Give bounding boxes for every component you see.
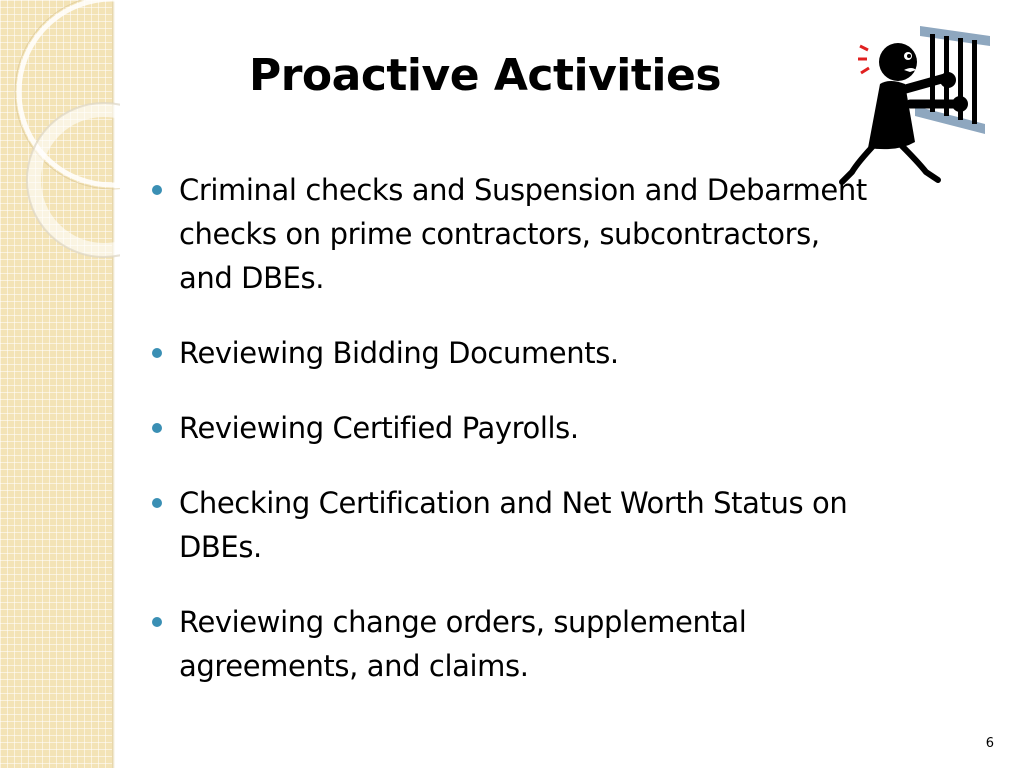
- bullet-item: [152, 481, 932, 569]
- bullet-text: Reviewing Certified Payrolls.: [179, 411, 579, 445]
- bullet-marker: [152, 617, 162, 627]
- slide-title: Proactive Activities: [248, 50, 722, 101]
- page-number: 6: [985, 736, 994, 751]
- bullet-item: [152, 406, 932, 450]
- bullet-text: Reviewing Bidding Documents.: [179, 336, 619, 370]
- bullet-text: Criminal checks and Suspension and Debarment checks on prime contractors, subcontractors, and DBEs.: [179, 173, 867, 295]
- bullet-text: Reviewing change orders, supplemental agreements, and claims.: [179, 605, 747, 683]
- bullet-marker: [152, 423, 162, 433]
- bullet-marker: [152, 348, 162, 358]
- bullet-marker: [152, 498, 162, 508]
- bullet-list: [152, 168, 932, 719]
- bullet-item: [152, 600, 829, 688]
- bullet-text: Checking Certification and Net Worth Status on DBEs.: [179, 486, 848, 564]
- decorative-rings: [0, 0, 120, 260]
- bullet-item: [152, 331, 932, 375]
- prisoner-behind-bars-icon: [830, 22, 995, 192]
- bullet-marker: [152, 185, 162, 195]
- bullet-item: [152, 168, 879, 300]
